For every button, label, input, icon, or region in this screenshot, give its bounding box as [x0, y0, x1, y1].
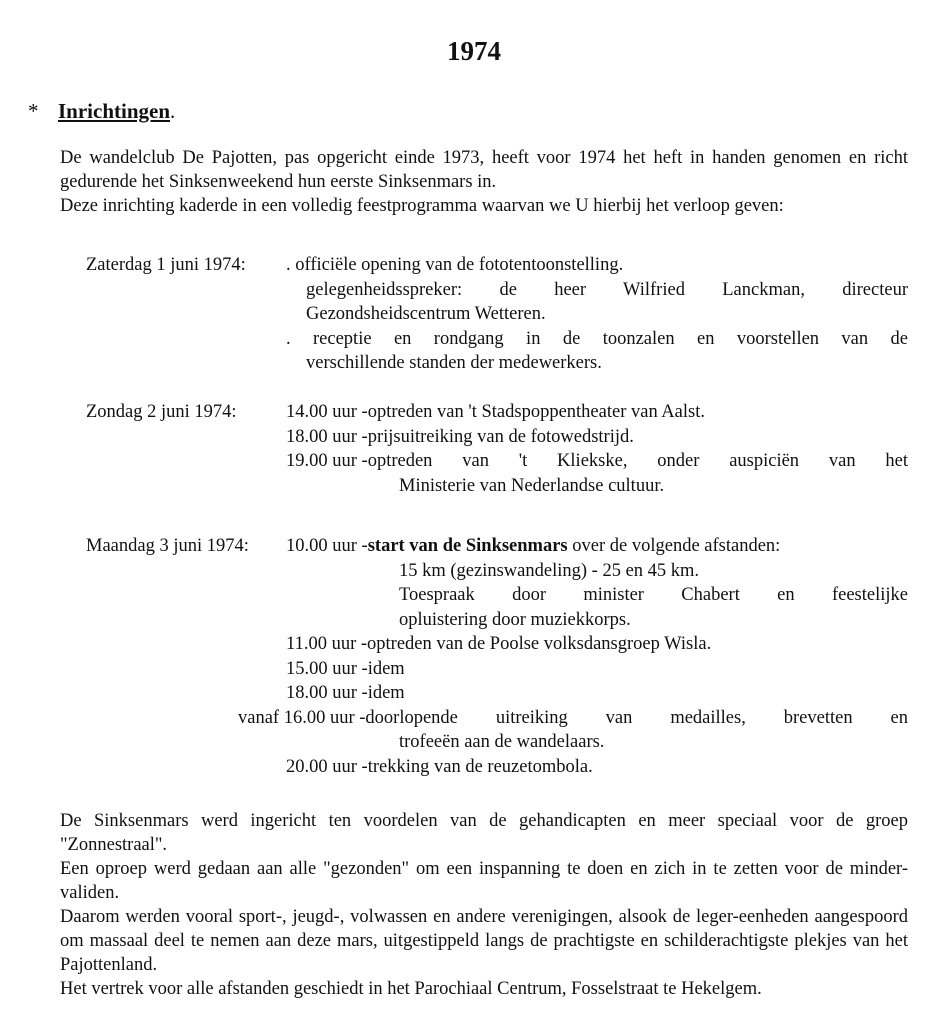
schedule-text: . officiële opening van de fototentoonstelling.: [286, 255, 624, 275]
time-label: 15.00 uur -: [286, 658, 368, 679]
schedule-text: opluistering door muziekkorps.: [399, 609, 631, 630]
schedule-row: [86, 559, 908, 584]
schedule-text: doorlopende uitreiking van medailles, brevetten en: [365, 707, 908, 728]
schedule-text: idem: [367, 658, 405, 679]
day-label: Zaterdag 1 juni 1974:: [86, 255, 246, 275]
time-label: 18.00 uur -: [286, 683, 368, 703]
schedule-row: [86, 278, 908, 303]
schedule-row: [86, 351, 908, 376]
schedule-text: trofeeën aan de wandelaars.: [399, 732, 605, 752]
schedule-row: [86, 730, 908, 755]
schedule-row: [86, 425, 908, 450]
section-punct: .: [170, 99, 176, 123]
time-label: 10.00 uur -: [286, 536, 368, 556]
closing-paragraph-2: Een oproep werd gedaan aan alle "gezonden" om een inspanning te doen en zich in te zetten voor de minder-validen.: [60, 859, 908, 903]
schedule-row: [86, 400, 908, 425]
schedule-row: [86, 583, 908, 608]
page-title: 1974: [447, 36, 501, 66]
time-label: vanaf 16.00 uur -: [238, 707, 366, 728]
schedule-row: [86, 474, 908, 499]
schedule-row: [86, 302, 908, 327]
closing-paragraph-4: Het vertrek voor alle afstanden geschiedt in het Parochiaal Centrum, Fosselstraat te Hekelgem.: [60, 979, 762, 999]
time-label: 18.00 uur -: [286, 426, 368, 447]
schedule-row: [86, 253, 908, 278]
schedule-row: [86, 632, 908, 657]
schedule-text: 15 km (gezinswandeling) - 25 en 45 km.: [399, 560, 700, 581]
schedule-text: . receptie en rondgang in de toonzalen en voorstellen van de: [286, 328, 908, 349]
section-heading: [28, 98, 175, 124]
schedule-row: [86, 657, 908, 682]
schedule-row: [86, 608, 908, 633]
closing-block: [60, 809, 908, 1001]
closing-paragraph-1: De Sinksenmars werd ingericht ten voordelen van de gehandicapten en meer speciaal voor de groep "Zonnestraal".: [60, 811, 908, 855]
closing-paragraph-3: Daarom werden vooral sport-, jeugd-, volwassen en andere verenigingen, alsook de leger-eenheden aangespoord om massaal deel te nemen aan deze mars, uitgestippeld langs de prachtigste en schilderachtigste plekjes van het Pajottenland.: [60, 907, 908, 975]
schedule-text: trekking van de reuzetombola.: [367, 756, 593, 777]
schedule-text: Ministerie van Nederlandse cultuur.: [399, 475, 665, 496]
schedule-text: optreden van 't Stadspoppentheater van Aalst.: [367, 402, 705, 422]
schedule-row: [86, 755, 908, 780]
schedule-text: Gezondsheidscentrum Wetteren.: [306, 304, 546, 324]
schedule-text: idem: [367, 683, 405, 703]
schedule-text: [368, 534, 908, 558]
schedule-text: optreden van 't Kliekske, onder auspiciën van het: [367, 451, 908, 471]
intro-paragraph-2: Deze inrichting kaderde in een volledig feestprogramma waarvan we U hierbij het verloop geven:: [60, 196, 784, 216]
highlight-text: start van de Sinksenmars: [367, 536, 568, 556]
schedule-zaterdag: [86, 253, 908, 376]
schedule-text-rest: over de volgende afstanden:: [567, 536, 781, 556]
intro-paragraph-1: De wandelclub De Pajotten, pas opgericht einde 1973, heeft voor 1974 het heft in handen genomen en richt gedurende het Sinksenweekend hun eerste Sinksenmars in.: [60, 148, 908, 192]
schedule-text: prijsuitreiking van de fotowedstrijd.: [367, 426, 634, 447]
schedule-text: Toespraak door minister Chabert en feestelijke: [399, 585, 908, 605]
schedule-row: [86, 449, 908, 474]
schedule-row: [86, 534, 908, 559]
schedule-row: [86, 706, 908, 731]
schedule-text: verschillende standen der medewerkers.: [306, 353, 602, 373]
time-label: 20.00 uur -: [286, 756, 368, 777]
schedule-text: gelegenheidsspreker: de heer Wilfried Lanckman, directeur: [306, 279, 908, 300]
time-label: 14.00 uur -: [286, 402, 368, 422]
schedule-maandag: [86, 534, 908, 779]
section-label: Inrichtingen: [58, 99, 171, 123]
schedule-text: optreden van de Poolse volksdansgroep Wisla.: [367, 634, 712, 654]
bullet-marker: *: [28, 99, 39, 123]
day-label: Maandag 3 juni 1974:: [86, 536, 249, 556]
schedule-zondag: [86, 400, 908, 498]
day-label: Zondag 2 juni 1974:: [86, 402, 237, 422]
time-label: 11.00 uur -: [286, 634, 368, 654]
time-label: 19.00 uur -: [286, 451, 368, 471]
schedule-row: [86, 681, 908, 706]
schedule-row: [86, 327, 908, 352]
intro-block: [60, 146, 908, 218]
